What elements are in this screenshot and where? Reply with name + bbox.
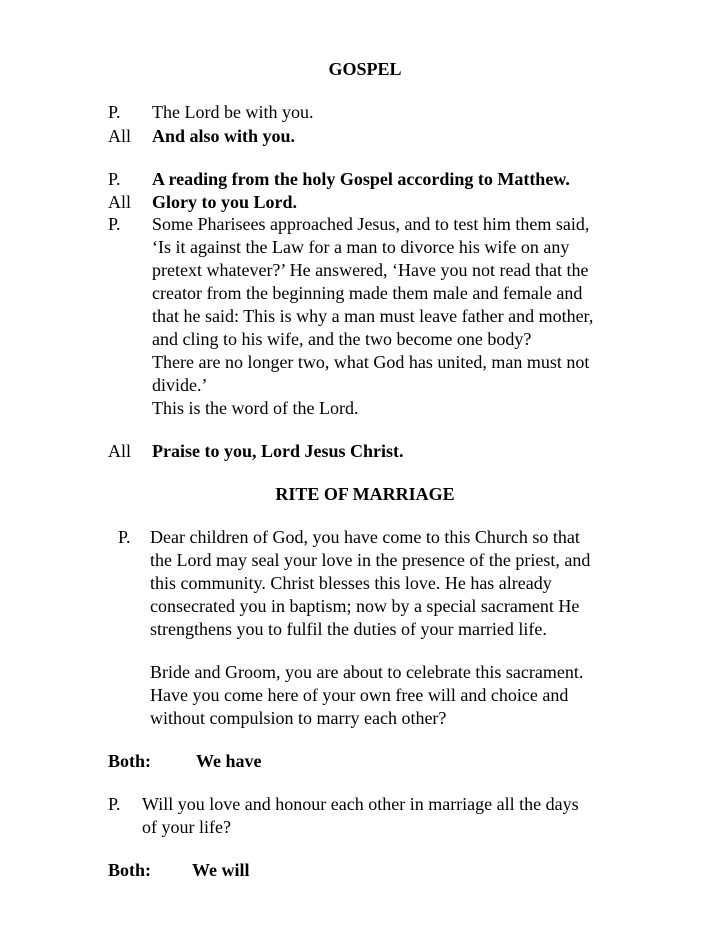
- address-line: consecrated you in baptism; now by a special sacrament He: [150, 596, 580, 616]
- answer2-text: We will: [192, 860, 250, 880]
- question2-line: Will you love and honour each other in marriage all the days: [142, 794, 579, 814]
- answer1-text: We have: [196, 751, 262, 771]
- reading-priest-label-2: P.: [108, 214, 121, 234]
- gospel-line: pretext whatever?’ He answered, ‘Have you not read that the: [152, 260, 589, 280]
- answer2-label: Both:: [108, 860, 152, 880]
- address-line: the Lord may seal your love in the presence of the priest, and: [150, 550, 591, 570]
- address-line: Dear children of God, you have come to this Church so that: [150, 527, 580, 547]
- gospel-line: This is the word of the Lord.: [152, 398, 359, 418]
- greeting-priest-label: P.: [108, 102, 121, 122]
- address-line: this community. Christ blesses this love. He has already: [150, 573, 552, 593]
- gospel-line: There are no longer two, what God has united, man must not: [152, 352, 590, 372]
- address-line: without compulsion to marry each other?: [150, 708, 447, 728]
- reading-response: Glory to you Lord.: [152, 192, 298, 212]
- gospel-line: Some Pharisees approached Jesus, and to test him them said,: [152, 214, 590, 234]
- acclamation-text: Praise to you, Lord Jesus Christ.: [152, 441, 404, 461]
- reading-all-label: All: [108, 192, 132, 212]
- gospel-line: and cling to his wife, and the two become one body?: [152, 329, 532, 349]
- gospel-line: creator from the beginning made them male and female and: [152, 283, 583, 303]
- address-priest-label: P.: [118, 527, 131, 547]
- greeting-all-text: And also with you.: [152, 126, 296, 146]
- gospel-heading: GOSPEL: [328, 59, 402, 79]
- answer1-label: Both:: [108, 751, 152, 771]
- address-line: Bride and Groom, you are about to celebrate this sacrament.: [150, 662, 584, 682]
- greeting-all-label: All: [108, 126, 132, 146]
- gospel-line: ‘Is it against the Law for a man to divorce his wife on any: [152, 237, 570, 257]
- acclamation-all-label: All: [108, 441, 132, 461]
- address-line: Have you come here of your own free will and choice and: [150, 685, 569, 705]
- address-line: strengthens you to fulfil the duties of your married life.: [150, 619, 547, 639]
- reading-priest-label: P.: [108, 169, 121, 189]
- gospel-line: that he said: This is why a man must leave father and mother,: [152, 306, 594, 326]
- question2-priest-label: P.: [108, 794, 121, 814]
- rite-heading: RITE OF MARRIAGE: [275, 484, 455, 504]
- question2-line: of your life?: [142, 817, 231, 837]
- greeting-priest-text: The Lord be with you.: [152, 102, 314, 122]
- reading-announce: A reading from the holy Gospel according to Matthew.: [152, 169, 570, 189]
- gospel-line: divide.’: [152, 375, 208, 395]
